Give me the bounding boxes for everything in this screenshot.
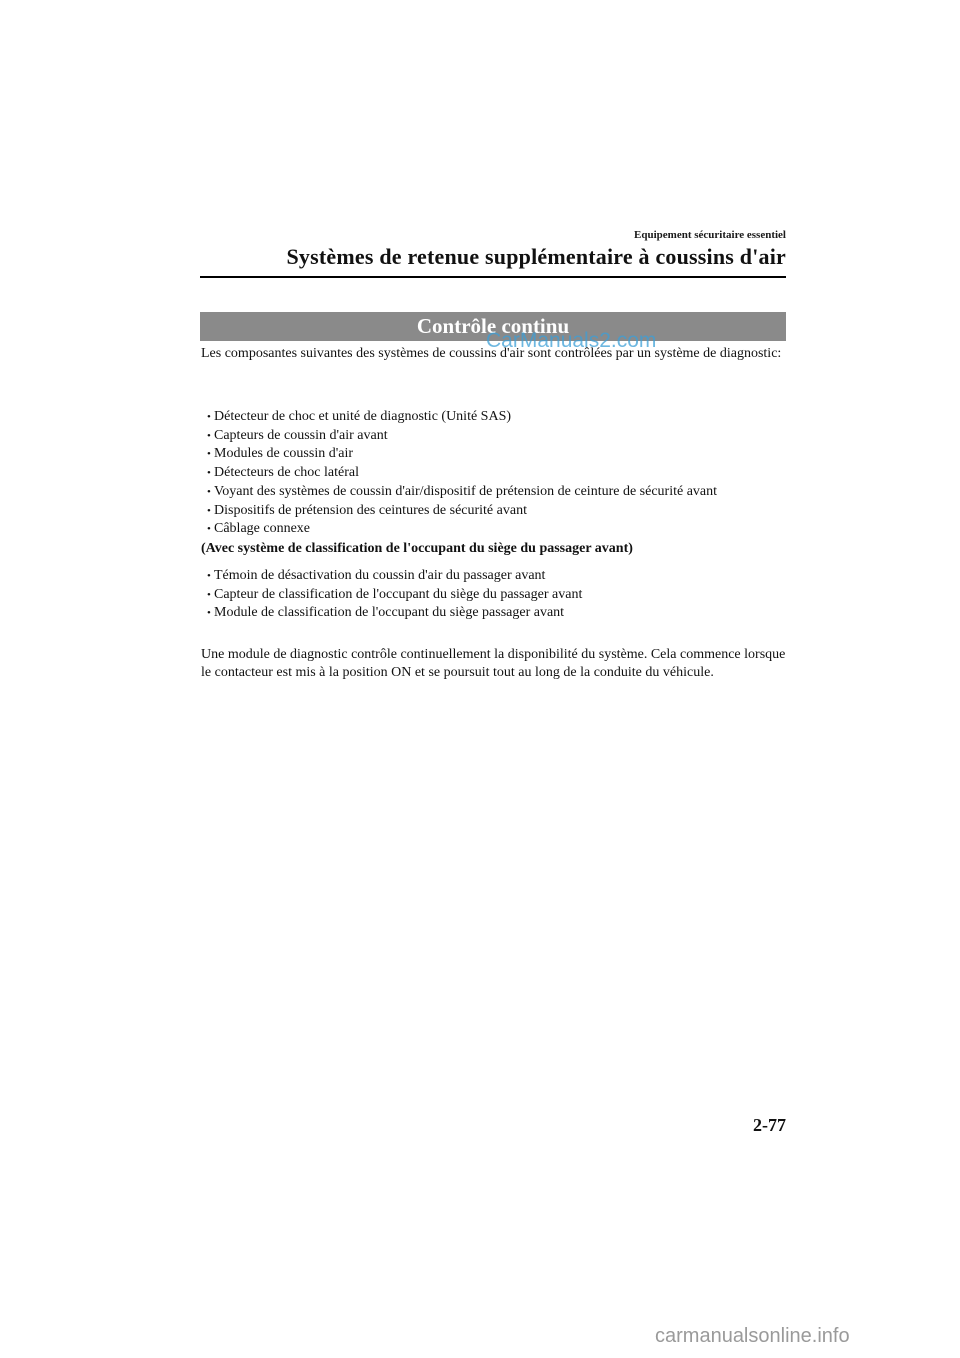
component-list [207,408,717,539]
list-item-text: Voyant des systèmes de coussin d'air/dispositif de prétension de ceinture de sécurité avant [214,483,718,499]
list-item-text: Capteur de classification de l'occupant du siège du passager avant [214,586,583,602]
list-item [207,427,717,446]
list-item [207,520,717,539]
section-title: Contrôle continu [416,314,570,338]
closing-paragraph: Une module de diagnostic contrôle continuellement la disponibilité du système. Cela commence lorsque le contacteur est mis à la position ON et se poursuit tout au long de la conduite du véhicule. [201,647,786,680]
list-item [207,586,582,605]
footer-watermark: carmanualsonline.info [655,1325,850,1347]
list-item [207,464,717,483]
list-item-text: Capteurs de coussin d'air avant [214,427,388,443]
bullet-icon: • [207,570,211,582]
chapter-title: Systèmes de retenue supplémentaire à coussins d'air [286,244,786,269]
list-item-text: Modules de coussin d'air [214,446,354,462]
bullet-icon: • [207,467,211,480]
list-item [207,604,582,623]
site-watermark: CarManuals2.com [486,329,657,352]
list-item-text: Détecteurs de choc latéral [214,465,359,481]
list-item [207,567,582,586]
intro-paragraph: Les composantes suivantes des systèmes de coussins d'air sont contrôlées par un système de diagnostic: [201,346,782,361]
list-item [207,408,717,427]
bullet-icon: • [207,607,211,620]
list-item-text: Détecteur de choc et unité de diagnostic (Unité SAS) [214,409,512,424]
occupant-component-list [207,567,582,623]
list-item [207,445,717,464]
header-rule [200,276,786,278]
list-item-text: Module de classification de l'occupant du siège passager avant [214,605,565,621]
list-item-text: Témoin de désactivation du coussin d'air du passager avant [214,568,546,583]
bullet-icon: • [207,429,211,442]
list-item-text: Dispositifs de prétension des ceintures de sécurité avant [214,502,527,518]
list-item-text: Câblage connexe [214,521,311,537]
list-item [207,502,717,521]
page-number: 2-77 [753,1115,786,1135]
bullet-icon: • [207,411,211,423]
bullet-icon: • [207,588,211,601]
bullet-icon: • [207,485,211,498]
running-head: Equipement sécuritaire essentiel [634,229,786,241]
occupant-classification-heading: (Avec système de classification de l'occupant du siège du passager avant) [201,541,633,556]
bullet-icon: • [207,523,211,536]
bullet-icon: • [207,448,211,461]
bullet-icon: • [207,504,211,517]
list-item [207,483,717,502]
